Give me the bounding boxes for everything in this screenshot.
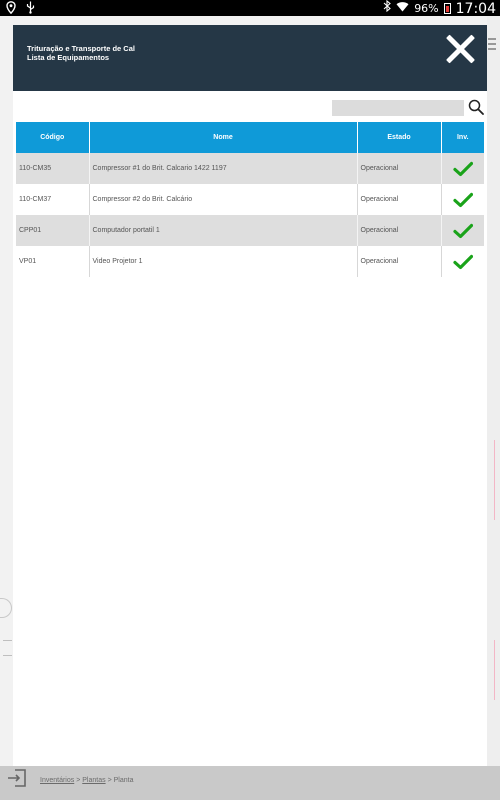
- cell-codigo: CPP01: [16, 215, 89, 246]
- cell-nome: Compressor #1 do Brit. Calcario 1422 1197: [89, 153, 357, 184]
- cell-estado: Operacional: [357, 153, 441, 184]
- cell-codigo: 110-CM37: [16, 184, 89, 215]
- close-icon[interactable]: [445, 34, 475, 64]
- table-row[interactable]: [16, 184, 484, 215]
- background-line: [494, 440, 495, 520]
- cell-nome: Compressor #2 do Brit. Calcário: [89, 184, 357, 215]
- clock: 17:04: [455, 0, 496, 17]
- search-input[interactable]: [332, 100, 464, 116]
- check-icon: [453, 192, 473, 208]
- cell-inv: [441, 215, 484, 246]
- equipment-table: [16, 122, 484, 277]
- status-bar: [0, 0, 500, 16]
- status-right-icons: [383, 0, 496, 17]
- modal-body: [13, 91, 487, 766]
- column-header-nome[interactable]: Nome: [89, 122, 357, 153]
- battery-percent: 96%: [414, 1, 439, 15]
- column-header-codigo[interactable]: Código: [16, 122, 89, 153]
- table-row[interactable]: [16, 153, 484, 184]
- background-decoration: [3, 640, 12, 656]
- battery-icon: [444, 3, 451, 14]
- background-line: [494, 640, 495, 700]
- breadcrumb-inventarios: Inventários: [40, 777, 75, 784]
- cell-codigo: VP01: [16, 246, 89, 277]
- equipment-list-modal: [13, 25, 487, 766]
- table-header-row: [16, 122, 484, 153]
- check-icon: [453, 223, 473, 239]
- column-header-estado[interactable]: Estado: [357, 122, 441, 153]
- cell-inv: [441, 184, 484, 215]
- search-icon[interactable]: [468, 99, 484, 115]
- cell-inv: [441, 153, 484, 184]
- breadcrumb-planta: Planta: [113, 777, 134, 784]
- cell-estado: Operacional: [357, 215, 441, 246]
- modal-title-line1: Trituração e Transporte de Cal: [27, 44, 135, 53]
- cell-codigo: 110-CM35: [16, 153, 89, 184]
- cell-estado: Operacional: [357, 246, 441, 277]
- table-row[interactable]: [16, 246, 484, 277]
- modal-header: [13, 25, 487, 91]
- modal-title-line2: Lista de Equipamentos: [27, 53, 110, 62]
- breadcrumb-plantas: Plantas: [82, 777, 106, 784]
- cell-nome: Computador portatil 1: [89, 215, 357, 246]
- cell-inv: [441, 246, 484, 277]
- bluetooth-icon: [383, 0, 391, 17]
- modal-title: [27, 44, 135, 62]
- cell-nome: Video Projetor 1: [89, 246, 357, 277]
- column-header-inv[interactable]: Inv.: [441, 122, 484, 153]
- check-icon: [453, 254, 473, 270]
- wifi-icon: [396, 1, 409, 17]
- background-breadcrumb: Inventários > Plantas > Planta: [40, 777, 134, 784]
- table-row[interactable]: [16, 215, 484, 246]
- cell-estado: Operacional: [357, 184, 441, 215]
- logout-icon: [6, 768, 28, 790]
- check-icon: [453, 161, 473, 177]
- background-menu-icon: [488, 38, 496, 53]
